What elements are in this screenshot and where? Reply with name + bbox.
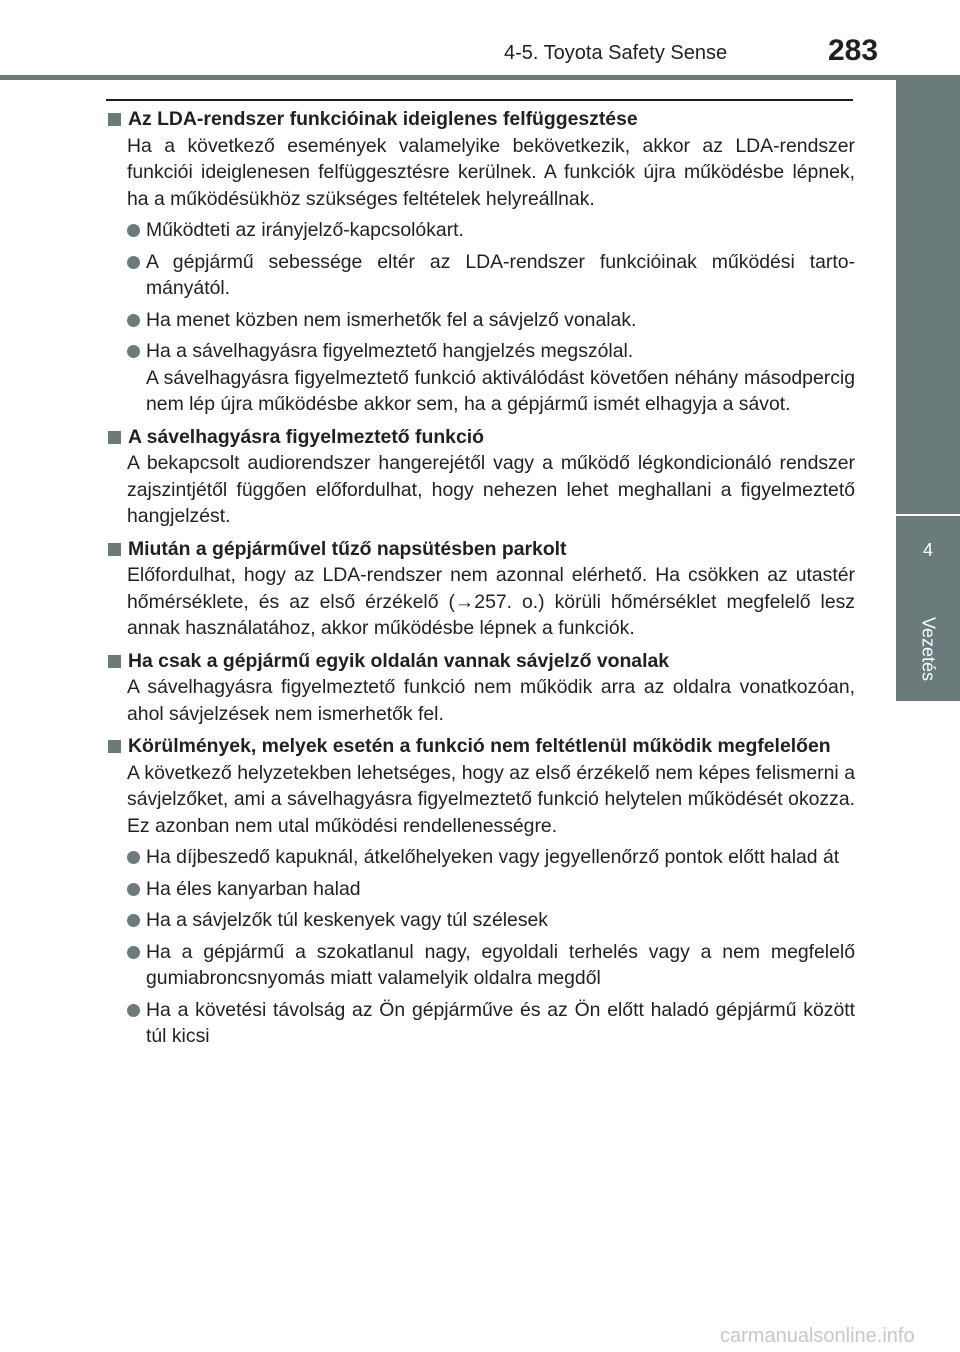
section	[107, 733, 855, 1050]
chapter-number: 4	[922, 540, 933, 560]
bullet-item: Ha éles kanyarban halad	[107, 876, 855, 903]
section-heading: A sávelhagyásra figyelmeztető funkció	[107, 424, 855, 451]
section	[107, 648, 855, 728]
chapter-tab[interactable]	[896, 516, 960, 701]
section	[107, 424, 855, 530]
square-bullet-icon	[108, 655, 121, 668]
bullet-item: Ha a gépjármű a szokatlanul nagy, egyoldali terhelés vagy a nem megfelelő gumiabroncsnyomás miatt valamelyik oldalra megdől	[107, 939, 855, 992]
section-heading: Az LDA-rendszer funkcióinak ideiglenes felfüggesztése	[107, 106, 855, 133]
round-bullet-icon	[127, 851, 140, 864]
page-number: 283	[828, 34, 879, 67]
round-bullet-icon	[127, 914, 140, 927]
round-bullet-icon	[127, 1004, 140, 1017]
section-body: Ha a következő események valamelyike bekövetkezik, akkor az LDA-rendszer funkciói ideiglenesen felfüggesztésre kerülnek. A funkciók újra működésbe lépnek, ha a működésükhöz szükséges feltételek helyreállnak.	[127, 134, 855, 210]
section-body: A bekapcsolt audiorendszer hangerejétől vagy a működő légkondicionáló rendszer zajszintjétől függően előfordulhat, hogy nehezen lehet meghallani a figyelmeztető hangjelzést.	[127, 452, 855, 527]
watermark: carmanualsonline.info	[720, 1325, 915, 1347]
bullet-item: Ha menet közben nem ismerhetők fel a sávjelző vonalak.	[107, 307, 855, 334]
bullet-item: Ha díjbeszedő kapuknál, átkelőhelyeken vagy jegyellenőrző pontok előtt halad át	[107, 844, 855, 871]
section-body: A következő helyzetekben lehetséges, hogy az első érzékelő nem képes felismerni a sávjelzőket, ami a sávelhagyásra figyelmeztető funkció helytelen működését okozza. Ez azonban nem utal működési rendellenességre.	[127, 761, 855, 837]
round-bullet-icon	[127, 224, 140, 237]
chapter-label: Vezetés	[918, 616, 939, 682]
section	[107, 536, 855, 642]
section-heading: Miután a gépjárművel tűző napsütésben parkolt	[107, 536, 855, 563]
bullet-item: Ha a sávjelzők túl keskenyek vagy túl szélesek	[107, 907, 855, 934]
round-bullet-icon	[127, 314, 140, 327]
section-heading: Ha csak a gépjármű egyik oldalán vannak sávjelző vonalak	[107, 648, 855, 675]
section-body: Előfordulhat, hogy az LDA-rendszer nem azonnal elérhető. Ha csökken az utastér hőmérséklete, és az első érzékelő (→257. o.) körüli hőmérséklet megfelelő lesz annak használatához, akkor működésbe lépnek a funkciók.	[127, 564, 855, 639]
bullet-item: Ha a sávelhagyásra figyelmeztető hangjelzés megszólal. A sávelhagyásra figyelmeztető funkció aktiválódást követően néhány másodpercig nem lép újra működésbe akkor sem, ha a gépjármű ismét elhagyja a sávot.	[107, 338, 855, 418]
page-content	[107, 106, 855, 1056]
round-bullet-icon	[127, 256, 140, 269]
square-bullet-icon	[108, 543, 121, 556]
bullet-item: A gépjármű sebessége eltér az LDA-rendszer funkcióinak működési tartományától.	[107, 249, 855, 302]
bullet-item: Működteti az irányjelző-kapcsolókart.	[107, 217, 855, 244]
section-heading: Körülmények, melyek esetén a funkció nem feltétlenül működik megfelelően	[107, 733, 855, 760]
section-body: A sávelhagyásra figyelmeztető funkció nem működik arra az oldalra vonatkozóan, ahol sávjelzések nem ismerhetők fel.	[127, 676, 855, 725]
bullet-item: Ha a követési távolság az Ön gépjárművе és az Ön előtt haladó gépjármű között túl kicsi	[107, 997, 855, 1050]
header-rule	[0, 75, 960, 80]
side-margin-bar	[896, 80, 960, 514]
content-top-rule	[106, 99, 853, 101]
round-bullet-icon	[127, 946, 140, 959]
square-bullet-icon	[108, 740, 121, 753]
round-bullet-icon	[127, 883, 140, 896]
square-bullet-icon	[108, 113, 121, 126]
header-section-title: 4-5. Toyota Safety Sense	[504, 42, 728, 64]
round-bullet-icon	[127, 345, 140, 358]
square-bullet-icon	[108, 431, 121, 444]
section	[107, 106, 855, 418]
